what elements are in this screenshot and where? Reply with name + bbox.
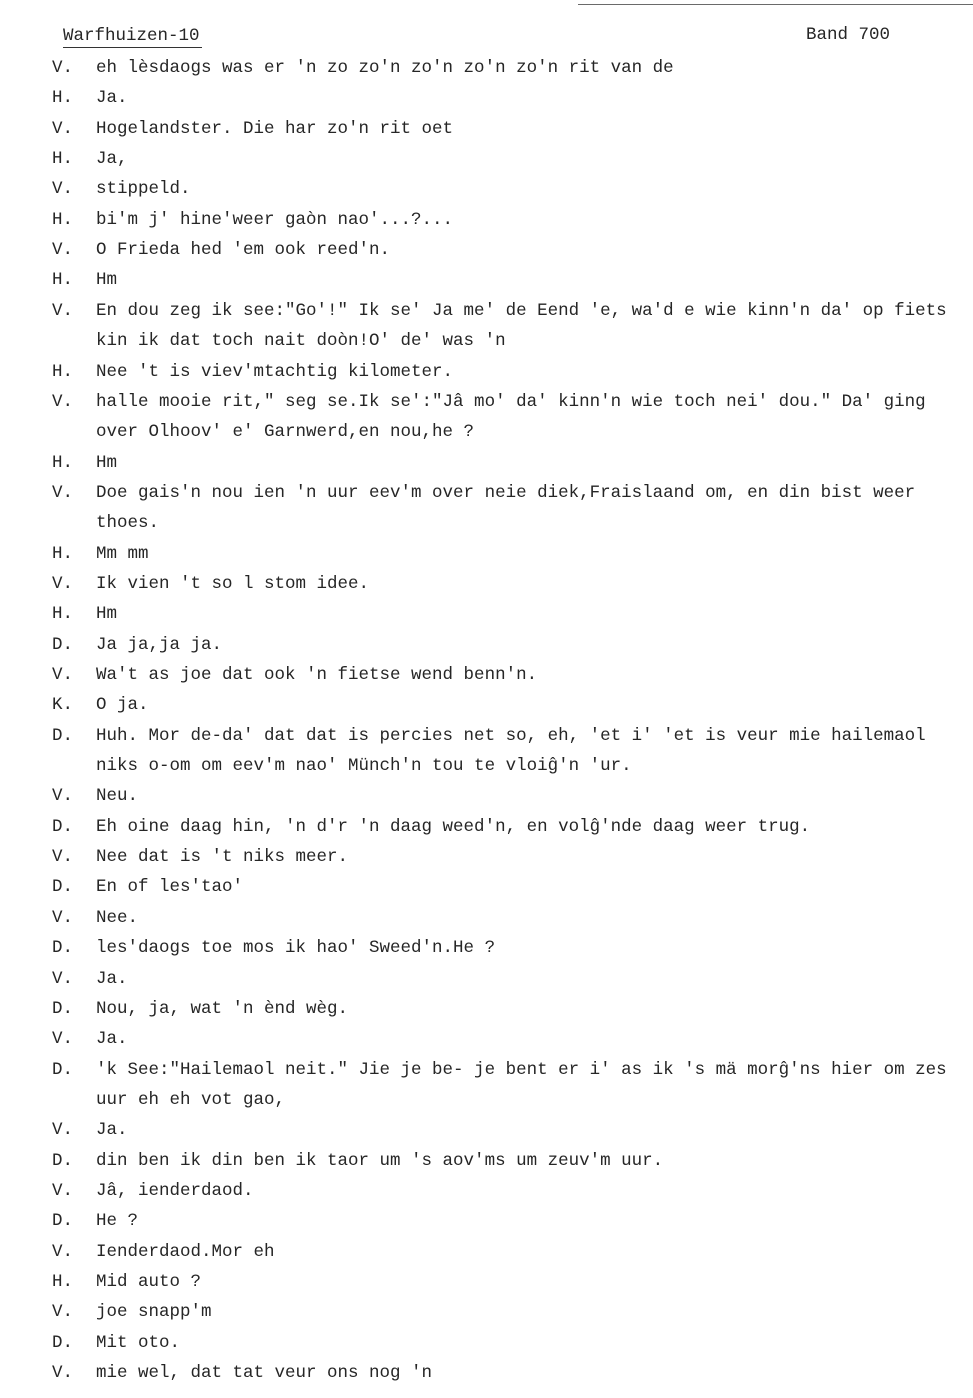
speaker-label: D. bbox=[52, 998, 74, 1019]
utterance-line bbox=[0, 1206, 973, 1236]
speaker-label: V. bbox=[52, 1363, 74, 1384]
utterance-line bbox=[0, 1358, 973, 1388]
utterance-text: Ja. bbox=[96, 968, 128, 989]
utterance-text: Ja ja,ja ja. bbox=[96, 634, 223, 655]
utterance-line bbox=[0, 781, 973, 811]
speaker-label: H. bbox=[52, 88, 74, 109]
speaker-label: V. bbox=[52, 907, 74, 928]
utterance-line bbox=[0, 1055, 973, 1085]
transcript-body bbox=[0, 53, 973, 1393]
utterance-text: mie wel, dat tat veur ons nog 'n bbox=[96, 1363, 433, 1384]
utterance-text: Ja. bbox=[96, 1029, 128, 1050]
utterance-text: Mit oto. bbox=[96, 1332, 181, 1353]
speaker-label: D. bbox=[52, 1150, 74, 1171]
utterance-line bbox=[0, 964, 973, 994]
speaker-label: V. bbox=[52, 847, 74, 868]
speaker-label: V. bbox=[52, 58, 74, 78]
speaker-label: D. bbox=[52, 1332, 74, 1353]
utterance-text: Ja, bbox=[96, 149, 128, 170]
speaker-label: V. bbox=[52, 1241, 74, 1262]
utterance-line bbox=[0, 872, 973, 902]
utterance-line bbox=[0, 1176, 973, 1206]
speaker-label: V. bbox=[52, 968, 74, 989]
utterance-text: les'daogs toe mos ik hao' Sweed'n.He ? bbox=[96, 938, 496, 959]
utterance-text: Hm bbox=[96, 452, 118, 473]
utterance-line bbox=[0, 1297, 973, 1327]
utterance-text: din ben ik din ben ik taor um 's aov'ms um zeuv'm uur. bbox=[96, 1150, 664, 1171]
utterance-line bbox=[0, 690, 973, 720]
utterance-text: Mm mm bbox=[96, 543, 149, 564]
utterance-line bbox=[0, 144, 973, 174]
utterance-line bbox=[0, 812, 973, 842]
utterance-line bbox=[0, 174, 973, 204]
speaker-label: D. bbox=[52, 816, 74, 837]
utterance-text: over Olhoov' e' Garnwerd,en nou,he ? bbox=[96, 422, 475, 443]
utterance-text: O ja. bbox=[96, 695, 149, 716]
speaker-label: D. bbox=[52, 938, 74, 959]
utterance-continuation-line bbox=[0, 326, 973, 356]
utterance-text: halle mooie rit," seg se.Ik se':"Jâ mo' da' kinn'n wie toch nei' dou." Da' ging bbox=[96, 391, 926, 412]
utterance-text: Hm bbox=[96, 604, 118, 625]
document-title: Warfhuizen-10 bbox=[63, 26, 200, 46]
utterance-text: 'k See:"Hailemaol neit." Jie je be- je bent er i' as ik 's mä morĝ'ns hier om zes bbox=[96, 1059, 947, 1080]
utterance-line bbox=[0, 599, 973, 629]
speaker-label: H. bbox=[52, 149, 74, 170]
utterance-continuation-line bbox=[0, 417, 973, 447]
top-rule bbox=[578, 4, 973, 5]
utterance-line bbox=[0, 387, 973, 417]
speaker-label: H. bbox=[52, 361, 74, 382]
speaker-label: V. bbox=[52, 240, 74, 261]
speaker-label: V. bbox=[52, 1120, 74, 1141]
utterance-continuation-line bbox=[0, 1085, 973, 1115]
speaker-label: D. bbox=[52, 634, 74, 655]
speaker-label: D. bbox=[52, 877, 74, 898]
speaker-label: V. bbox=[52, 300, 74, 321]
utterance-line bbox=[0, 721, 973, 751]
speaker-label: H. bbox=[52, 543, 74, 564]
utterance-text: Ienderdaod.Mor eh bbox=[96, 1241, 275, 1262]
utterance-text: stippeld. bbox=[96, 179, 191, 200]
utterance-line bbox=[0, 448, 973, 478]
speaker-label: H. bbox=[52, 452, 74, 473]
utterance-continuation-line bbox=[0, 508, 973, 538]
speaker-label: V. bbox=[52, 573, 74, 594]
utterance-text: Wa't as joe dat ook 'n fietse wend benn'n. bbox=[96, 665, 538, 685]
utterance-text: Hogelandster. Die har zo'n rit oet bbox=[96, 118, 454, 139]
utterance-text: niks o-om om eev'm nao' Münch'n tou te vloiĝ'n 'ur. bbox=[96, 756, 632, 777]
utterance-text: uur eh eh vot gao, bbox=[96, 1089, 286, 1110]
speaker-label: H. bbox=[52, 604, 74, 625]
utterance-text: joe snapp'm bbox=[96, 1302, 212, 1323]
utterance-line bbox=[0, 539, 973, 569]
utterance-text: Neu. bbox=[96, 786, 139, 807]
speaker-label: H. bbox=[52, 1272, 74, 1292]
utterance-text: Ja. bbox=[96, 1120, 128, 1141]
utterance-text: Nou, ja, wat 'n ènd wèg. bbox=[96, 998, 349, 1019]
utterance-text: Ja. bbox=[96, 88, 128, 109]
utterance-text: Doe gais'n nou ien 'n uur eev'm over neie diek,Fraislaand om, en din bist weer bbox=[96, 482, 916, 503]
utterance-line bbox=[0, 903, 973, 933]
speaker-label: H. bbox=[52, 209, 74, 230]
utterance-text: En dou zeg ik see:"Go'!" Ik se' Ja me' de Eend 'e, wa'd e wie kinn'n da' op fiets bbox=[96, 300, 947, 321]
speaker-label: V. bbox=[52, 1180, 74, 1201]
utterance-line bbox=[0, 1146, 973, 1176]
utterance-line bbox=[0, 478, 973, 508]
utterance-line bbox=[0, 53, 973, 83]
utterance-text: Nee dat is 't niks meer. bbox=[96, 847, 349, 868]
utterance-line bbox=[0, 1237, 973, 1267]
utterance-line bbox=[0, 235, 973, 265]
utterance-line bbox=[0, 994, 973, 1024]
speaker-label: V. bbox=[52, 786, 74, 807]
speaker-label: V. bbox=[52, 665, 74, 685]
speaker-label: D. bbox=[52, 1211, 74, 1232]
utterance-line bbox=[0, 265, 973, 295]
utterance-line bbox=[0, 1115, 973, 1145]
utterance-text: Mid auto ? bbox=[96, 1272, 202, 1292]
utterance-line bbox=[0, 83, 973, 113]
speaker-label: H. bbox=[52, 270, 74, 291]
utterance-line bbox=[0, 296, 973, 326]
utterance-text: eh lèsdaogs was er 'n zo zo'n zo'n zo'n zo'n rit van de bbox=[96, 58, 674, 78]
utterance-text: Eh oine daag hin, 'n d'r 'n daag weed'n, en volĝ'nde daag weer trug. bbox=[96, 816, 811, 837]
utterance-text: Nee. bbox=[96, 907, 139, 928]
utterance-line bbox=[0, 1024, 973, 1054]
speaker-label: V. bbox=[52, 1302, 74, 1323]
utterance-line bbox=[0, 1328, 973, 1358]
speaker-label: D. bbox=[52, 1059, 74, 1080]
utterance-text: Ik vien 't so l stom idee. bbox=[96, 573, 370, 594]
tape-number: Band 700 bbox=[806, 25, 891, 45]
utterance-text: kin ik dat toch nait doòn!O' de' was 'n bbox=[96, 331, 506, 352]
speaker-label: V. bbox=[52, 391, 74, 412]
utterance-line bbox=[0, 630, 973, 660]
utterance-line bbox=[0, 660, 973, 690]
speaker-label: V. bbox=[52, 118, 74, 139]
utterance-line bbox=[0, 1267, 973, 1297]
utterance-line bbox=[0, 842, 973, 872]
utterance-continuation-line bbox=[0, 751, 973, 781]
speaker-label: V. bbox=[52, 179, 74, 200]
utterance-text: bi'm j' hine'weer gaòn nao'...?... bbox=[96, 209, 454, 230]
utterance-line bbox=[0, 357, 973, 387]
speaker-label: K. bbox=[52, 695, 74, 716]
utterance-text: Huh. Mor de-da' dat dat is percies net so, eh, 'et i' 'et is veur mie hailemaol bbox=[96, 725, 926, 746]
utterance-text: He ? bbox=[96, 1211, 139, 1232]
utterance-text: O Frieda hed 'em ook reed'n. bbox=[96, 240, 391, 261]
utterance-text: Hm bbox=[96, 270, 118, 291]
utterance-line bbox=[0, 205, 973, 235]
speaker-label: V. bbox=[52, 1029, 74, 1050]
utterance-text: thoes. bbox=[96, 513, 160, 534]
utterance-line bbox=[0, 933, 973, 963]
utterance-line bbox=[0, 114, 973, 144]
utterance-text: En of les'tao' bbox=[96, 877, 244, 898]
utterance-text: Jâ, ienderdaod. bbox=[96, 1180, 254, 1201]
speaker-label: D. bbox=[52, 725, 74, 746]
speaker-label: V. bbox=[52, 482, 74, 503]
utterance-line bbox=[0, 569, 973, 599]
utterance-text: Nee 't is viev'mtachtig kilometer. bbox=[96, 361, 454, 382]
